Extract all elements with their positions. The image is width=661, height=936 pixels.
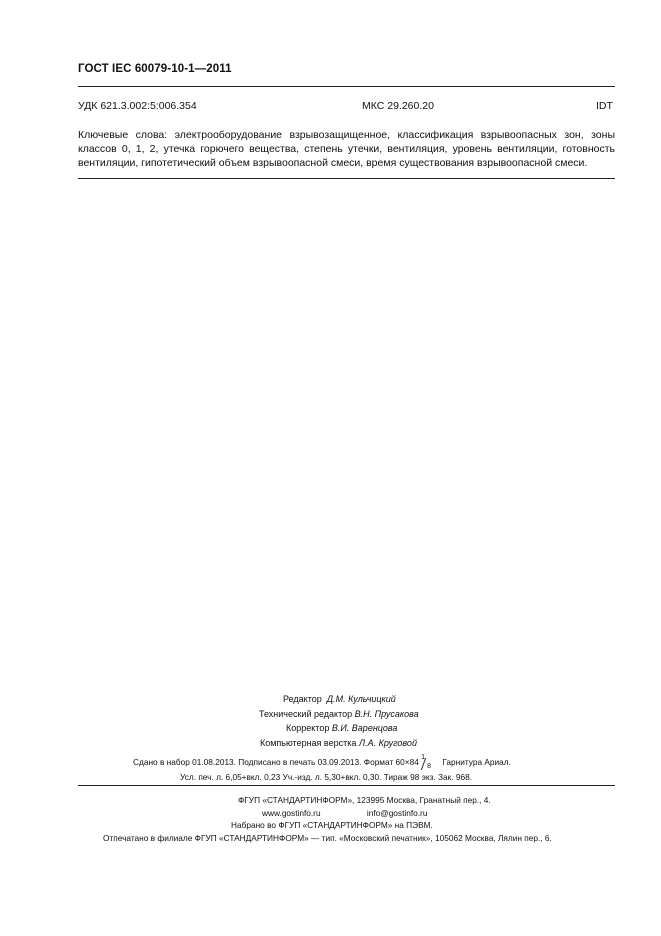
staff-name: В.Н. Прусакова [354,708,419,719]
idt-label: IDT [596,100,613,112]
document-code: ГОСТ IEC 60079-10-1—2011 [78,63,232,75]
typeset-info: Набрано во ФГУП «СТАНДАРТИНФОРМ» на ПЭВМ. [231,820,433,830]
staff-editor [283,692,396,707]
staff-tech-editor [259,707,419,722]
typeface-info: Гарнитура Ариал. [442,757,511,767]
format-denominator: 8 [427,762,432,770]
printed-at-info: Отпечатано в филиале ФГУП «СТАНДАРТИНФОРМ» — тип. «Московский печатник», 105062 Москва, Лялин пер., 6. [103,832,552,843]
print-info-line-2: Усл. печ. л. 6,05+вкл. 0,23 Уч.-изд. л. 5,30+вкл. 0,30. Тираж 98 экз. Зак. 968. [180,772,473,782]
staff-role: Редактор [283,694,322,704]
staff-role: Корректор [286,723,330,733]
staff-layout [260,736,417,751]
publisher-website: www.gostinfo.ru [262,807,321,818]
mks-code: МКС 29.260.20 [362,100,434,112]
format-numerator: 1 [421,753,426,761]
divider-keywords [78,178,615,179]
staff-role: Компьютерная верстка [260,737,357,748]
keywords-paragraph: Ключевые слова: электрооборудование взрывозащищенное, классификация взрывоопасных зон, зоны классов 0, 1, 2, утечка горючего вещества, степень утечки, вентиляция, уровень вентиляции, готовность вентиляции, гипотетический объем взрывоопасной смеси, время существования взрывоопасной смеси. [78,129,615,169]
format-fraction [421,753,433,770]
staff-name: Л.А. Круговой [358,737,417,748]
publisher-contacts [262,807,427,820]
publisher-address: ФГУП «СТАНДАРТИНФОРМ», 123995 Москва, Гранатный пер., 4. [238,795,491,805]
staff-name: Д.М. Кульчицкий [326,694,396,704]
divider-top [78,86,615,87]
staff-name: В.И. Варенцова [331,723,398,733]
divider-publisher [78,785,615,786]
staff-corrector [286,721,397,736]
udk-code: УДК 621.3.002:5:006.354 [78,100,197,112]
publisher-email: info@gostinfo.ru [366,807,428,818]
print-info-line-1 [133,753,511,770]
staff-role: Технический редактор [259,708,353,719]
print-dates-format: Сдано в набор 01.08.2013. Подписано в печать 03.09.2013. Формат 60×84 [133,757,419,767]
